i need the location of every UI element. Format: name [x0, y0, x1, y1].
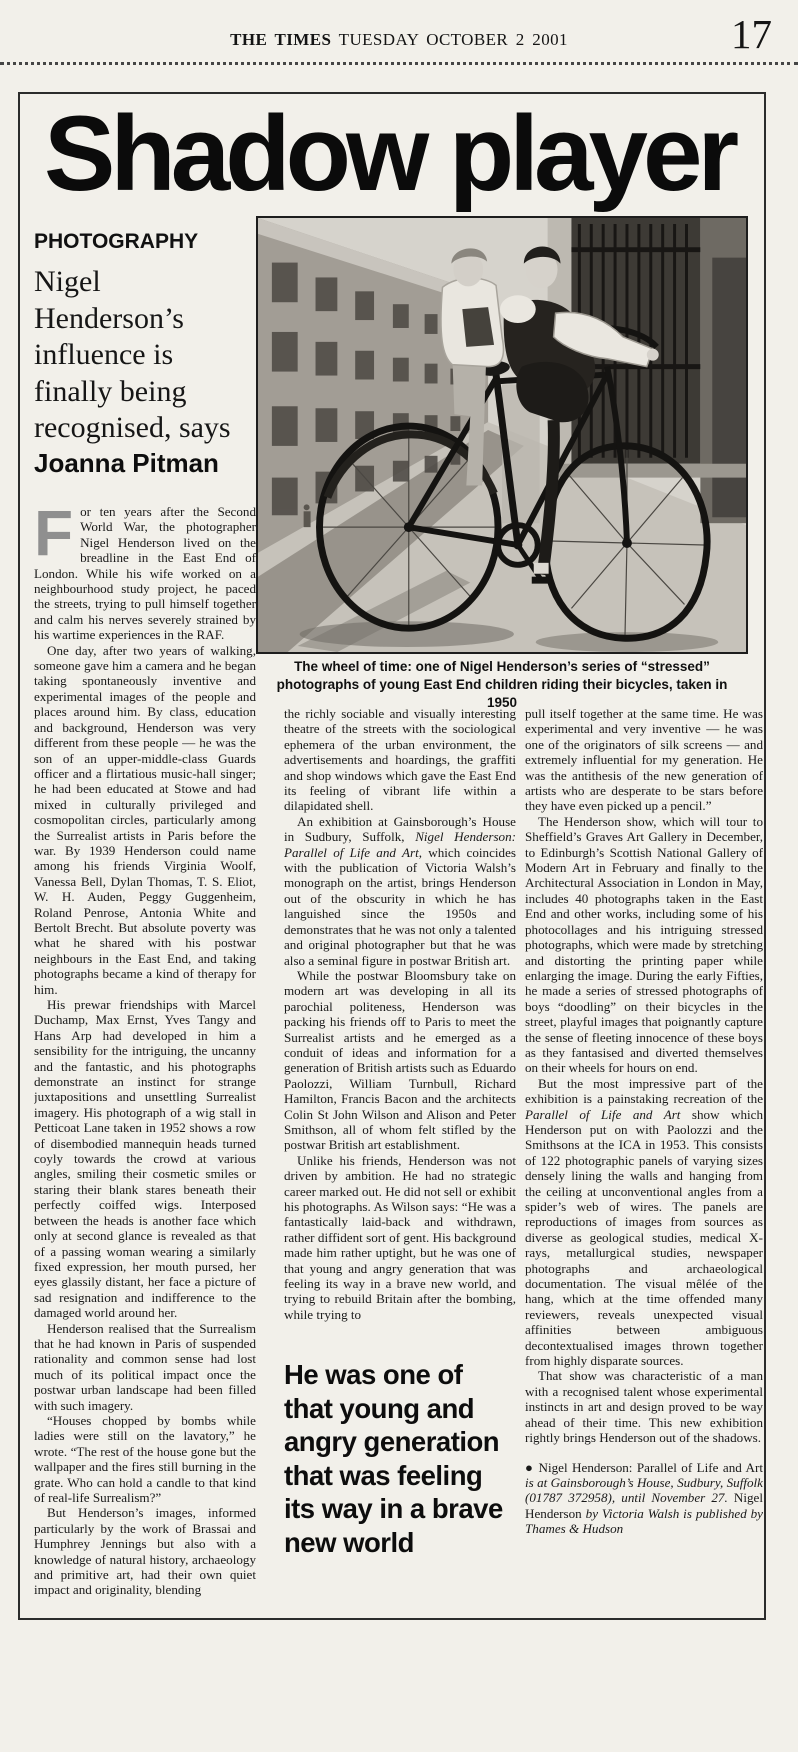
column-2-text — [284, 706, 516, 1322]
standfirst: Nigel Henderson’s influence is finally being recognised, says — [34, 265, 231, 445]
photo-caption: The wheel of time: one of Nigel Henderson’s series of “stressed” photographs of young East End children riding their bicycles, taken in 1950 — [276, 659, 728, 710]
article-column-1 — [34, 504, 256, 1608]
article-paragraph: “Houses chopped by bombs while ladies were still on the lavatory,” he wrote. “The rest of the house gone but the wallpaper and the fires still burning in the grate. Who can hold a candle to that kind of real-life Surrealism?” — [34, 1412, 256, 1505]
article-paragraph: An exhibition at Gainsborough’s House in Sudbury, Suffolk, Nigel Henderson: Parallel of Life and Art, which coincides with the publication of Victoria Walsh’s monograph on the artist, brings Henderson out of the obscurity in which he has languished since the 1950s and demonstrates that he was not only a talented and original photographer but that he was also a seminal figure in postwar British art. — [284, 813, 516, 968]
drop-cap: F — [34, 504, 74, 569]
article-box — [18, 92, 766, 1620]
article-paragraph: But Henderson’s images, informed particularly by the work of Brassai and Humphrey Jennings but also with a knowledge of natural history, archaeology and primitive art, had their own quiet impact and originality, blending — [34, 1505, 256, 1598]
masthead-paper-title: THE TIMES — [230, 30, 332, 49]
section-kicker: PHOTOGRAPHY — [34, 230, 199, 253]
masthead — [0, 30, 798, 50]
masthead-date: TUESDAY OCTOBER 2 2001 — [338, 30, 568, 49]
article-paragraph: His prewar friendships with Marcel Duchamp, Max Ernst, Yves Tangy and Hans Arp had developed in him a sensibility for the intriguing, the uncanny and the fantastic, and his photographs demonstrate an instinct for strange juxtapositions and unsettling Surrealist imagery. His photograph of a wig stall in Petticoat Lane taken in 1952 shows a row of disembodied mannequin heads turned coyly towards the crowd at various angles, smiling their cosmetic smiles or staring their blank stares beneath their perfectly coiffed wigs. Interposed between the heads is another face which only at second glance is revealed as that of a passing woman wearing a similarly fixed expression, her mouth pursed, her eyes glassily distant, her face a picture of sad resignation and indifference to the damaged world around her. — [34, 997, 256, 1321]
headline: Shadow player — [44, 93, 735, 213]
article-column-2 — [284, 706, 516, 1608]
article-paragraph: Henderson realised that the Surrealism that he had known in Paris of suspended rationality and common sense had lost much of its political impact once the postwar urban landscape had been filled with such imagery. — [34, 1320, 256, 1413]
article-paragraph: Unlike his friends, Henderson was not driven by ambition. He had no strategic career marked out. He did not sell or exhibit his photographs. As Wilson says: “He was a fantastically laid-back and withdrawn, rather diffident sort of gent. His background made him rather uptight, but he was one of that young and angry generation that was feeling its way in a brave new world, and trying to rebuild Britain after the bombing, while trying to — [284, 1152, 516, 1322]
byline: Joanna Pitman — [34, 448, 219, 478]
article-paragraph: That show was characteristic of a man with a recognised talent whose experimental instincts in art and design proved to be way ahead of their time. This new exhibition rightly brings Henderson out of the shadows. — [525, 1368, 763, 1446]
pull-quote: He was one of that young and angry generation that was feeling its way in a brave new world — [284, 1359, 503, 1558]
stressed-bicycle-photo-illustration — [258, 218, 746, 652]
article-paragraph: The Henderson show, which will tour to Sheffield’s Graves Art Gallery in December, to Edinburgh’s Scottish National Gallery of Modern Art in February and finally to the Architectural Association in London in May, includes 40 photographs taken in the East End and other works, including some of his photocollages and his intriguing stressed photographs, which were made by stretching and distorting the printing paper while enlarging the image. During the early Fifties, he made a series of stressed photographs of boys “doodling” on their bicycles in the street, playful images that poignantly capture the sense of fleeting innocence of these boys as they fantasised and diverted themselves on their wheels for hours on end. — [525, 813, 763, 1076]
article-paragraph: pull itself together at the same time. He was experimental and very inventive — he was one of the originators of silk screens — and extremely influential for my generation. He was the antithesis of the new generation of artists who are desperate to be stars before they have even picked up a pencil.” — [525, 706, 763, 814]
article-photo — [256, 216, 748, 654]
article-paragraph: For ten years after the Second World War, the photographer Nigel Henderson lived on the breadline in the East End of London. While his wife worked on a neighbourhood study project, he paced the streets, trying to pull himself together and calm his nerves severely strained by his wartime experiences in the RAF. — [34, 504, 256, 643]
article-paragraph: the richly sociable and visually interesting theatre of the streets with the sociological ephemera of the urban environment, the advertisements and hoardings, the graffiti and shop windows which gave the East End its feeling of vibrant life within a dilapidated shell. — [284, 706, 516, 814]
article-paragraph: One day, after two years of walking, someone gave him a camera and he began taking spontaneously inventive and experimental images of the people and places around him. By class, education and background, Henderson was very different from these people — he was the son of an upper-middle-class Guards officer and a flirtatious music-hall singer; he had been educated at Stowe and had mixed in culturally privileged and cosmopolitan circles, particularly among the Surrealist artists in Paris before the war. By 1939 Henderson could name among his friends Virginia Woolf, Vanessa Bell, Dylan Thomas, T. S. Eliot, W. H. Auden, Peggy Guggenheim, Roland Penrose, Antonia White and Bertolt Brecht. But absolute poverty was what he shared with his postwar neighbours in the East End, and taking photographs became a kind of therapy for him. — [34, 642, 256, 997]
article-paragraph: But the most impressive part of the exhibition is a painstaking recreation of the Parallel of Life and Art show which Henderson put on with Paolozzi and the Smithsons at the ICA in 1953. This consists of 122 photographic panels of varying sizes densely lining the walls and hanging from the ceiling at unconventional angles from a spider’s web of wires. The panels are reproductions of images from sources as diverse as geological studies, medical X-rays, metallurgical studies, newspaper photographs and archaeological documentation. The visual mêlée of the hang, which at the time offended many reviewers, reveals unexpected visual affinities between ambiguous decontextualised images thrown together from highly disparate sources. — [525, 1075, 763, 1369]
dotted-rule — [0, 62, 798, 65]
exhibition-listing: ● Nigel Henderson: Parallel of Life and Art is at Gainsborough’s House, Sudbury, Suffolk (01787 372958), until November 27. Nigel Henderson by Victoria Walsh is published by Thames & Hudson — [525, 1459, 763, 1537]
article-paragraph: While the postwar Bloomsbury take on modern art was developing in all its parochial politeness, Henderson was packing his friends off to Paris to meet the Surrealist artists and he emerged as a conduit of ideas and information for a generation of British artists such as Eduardo Paolozzi, William Turnbull, Richard Hamilton, Francis Bacon and the architects Colin St John Wilson and Alison and Peter Smithson, all of whom felt stifled by the postwar British art establishment. — [284, 967, 516, 1153]
article-column-3 — [525, 706, 763, 1608]
page-number: 17 — [731, 11, 772, 57]
